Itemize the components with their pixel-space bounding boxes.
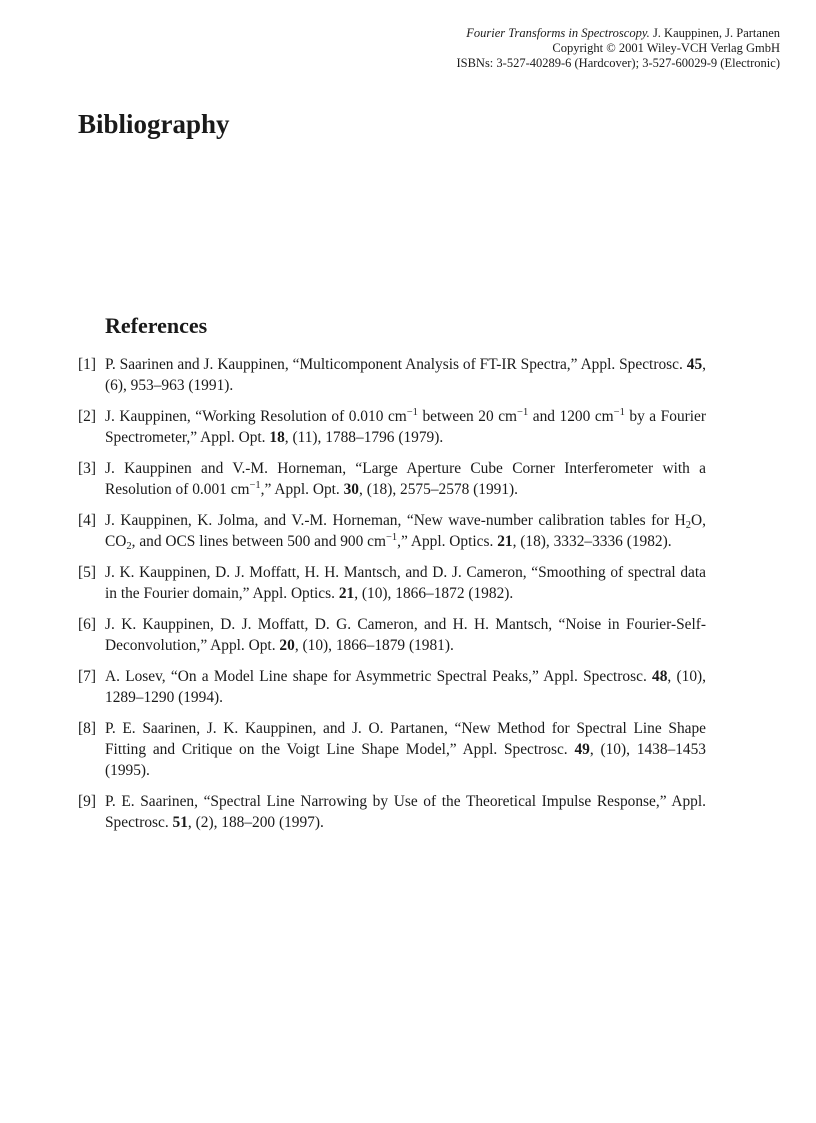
isbn-line: ISBNs: 3-527-40289-6 (Hardcover); 3-527-60029-9 (Electronic): [456, 56, 780, 70]
superscript: −1: [249, 480, 261, 491]
text-run: by a Fourier Spectrometer,” Appl. Opt.: [105, 408, 706, 446]
text-run: and 1200 cm: [528, 408, 614, 425]
chapter-title: Bibliography: [78, 109, 230, 139]
volume-number: 21: [497, 533, 513, 550]
reference-text: [105, 720, 706, 779]
text-run: A. Losev, “On a Model Line shape for Asymmetric Spectral Peaks,” Appl. Spectrosc.: [105, 668, 653, 685]
text-run: O, CO: [105, 512, 706, 550]
volume-number: 48: [652, 668, 668, 685]
text-run: , (6), 953–963 (1991).: [105, 356, 706, 394]
reference-number: [8]: [78, 720, 96, 737]
reference-item: [78, 718, 706, 781]
subscript: 2: [685, 520, 692, 531]
section-title: References: [105, 313, 208, 338]
text-run: , (18), 3332–3336 (1982).: [512, 533, 672, 550]
reference-text: [105, 512, 706, 550]
text-run: J. K. Kauppinen, D. J. Moffatt, D. G. Cameron, and H. H. Mantsch, “Noise in Fourier-Self-Deconvolution,” Appl. Opt.: [105, 616, 706, 654]
text-run: , and OCS lines between 500 and 900 cm: [131, 533, 386, 550]
reference-number: [7]: [78, 668, 96, 685]
header-citation-line: [456, 26, 780, 41]
text-run: P. E. Saarinen, J. K. Kauppinen, and J. O. Partanen, “New Method for Spectral Line Shape Fitting and Critique on the Voigt Line Shape Model,” Appl. Spectrosc.: [105, 720, 706, 758]
book-authors: J. Kauppinen, J. Partanen: [649, 26, 780, 40]
reference-number: [1]: [78, 356, 96, 373]
superscript: −1: [613, 407, 625, 418]
text-run: J. Kauppinen and V.-M. Horneman, “Large Aperture Cube Corner Interferometer with a Resolution of 0.001 cm: [105, 460, 706, 498]
reference-item: [78, 510, 706, 552]
text-run: ,” Appl. Optics.: [397, 533, 498, 550]
text-run: P. E. Saarinen, “Spectral Line Narrowing by Use of the Theoretical Impulse Response,” Appl. Spectrosc.: [105, 793, 706, 831]
reference-text: [105, 460, 706, 498]
reference-item: [78, 458, 706, 500]
reference-number: [4]: [78, 512, 96, 529]
reference-text: [105, 408, 706, 446]
text-run: , (10), 1289–1290 (1994).: [105, 668, 706, 706]
text-run: J. Kauppinen, K. Jolma, and V.-M. Horneman, “New wave-number calibration tables for H: [105, 512, 686, 529]
text-run: J. K. Kauppinen, D. J. Moffatt, H. H. Mantsch, and D. J. Cameron, “Smoothing of spectral data in the Fourier domain,” Appl. Optics.: [105, 564, 706, 602]
text-run: , (10), 1438–1453 (1995).: [105, 741, 707, 779]
reference-text: [105, 356, 706, 394]
book-title: Fourier Transforms in Spectroscopy.: [466, 26, 650, 40]
reference-item: [78, 666, 706, 708]
text-run: , (10), 1866–1879 (1981).: [294, 637, 454, 654]
reference-number: [9]: [78, 793, 96, 810]
volume-number: 49: [574, 741, 590, 758]
reference-item: [78, 354, 706, 396]
volume-number: 30: [343, 481, 359, 498]
subscript: 2: [126, 541, 132, 552]
reference-item: [78, 406, 706, 448]
volume-number: 21: [338, 585, 355, 602]
reference-number: [3]: [78, 460, 96, 477]
reference-number: [2]: [78, 408, 96, 425]
copyright-line: Copyright © 2001 Wiley-VCH Verlag GmbH: [552, 41, 780, 55]
page-header: [456, 26, 780, 71]
reference-text: [105, 616, 706, 654]
reference-text: [105, 564, 706, 602]
superscript: −1: [406, 407, 418, 418]
reference-item: [78, 791, 706, 833]
volume-number: 45: [686, 356, 703, 373]
reference-number: [6]: [78, 616, 96, 633]
text-run: ,” Appl. Opt.: [260, 481, 344, 498]
text-run: J. Kauppinen, “Working Resolution of 0.010 cm: [105, 408, 407, 425]
volume-number: 18: [269, 429, 285, 446]
text-run: , (18), 2575–2578 (1991).: [359, 481, 519, 498]
text-run: , (10), 1866–1872 (1982).: [354, 585, 514, 602]
superscript: −1: [385, 532, 398, 543]
reference-list: [78, 354, 706, 843]
reference-text: [105, 793, 706, 831]
volume-number: 20: [279, 637, 295, 654]
text-run: , (11), 1788–1796 (1979).: [284, 429, 444, 446]
volume-number: 51: [172, 814, 188, 831]
reference-item: [78, 562, 706, 604]
reference-text: [105, 668, 706, 706]
text-run: , (2), 188–200 (1997).: [187, 814, 324, 831]
reference-item: [78, 614, 706, 656]
text-run: between 20 cm: [417, 408, 518, 425]
reference-number: [5]: [78, 564, 96, 581]
superscript: −1: [517, 407, 529, 418]
text-run: P. Saarinen and J. Kauppinen, “Multicomponent Analysis of FT-IR Spectra,” Appl. Spectrosc.: [105, 356, 687, 373]
